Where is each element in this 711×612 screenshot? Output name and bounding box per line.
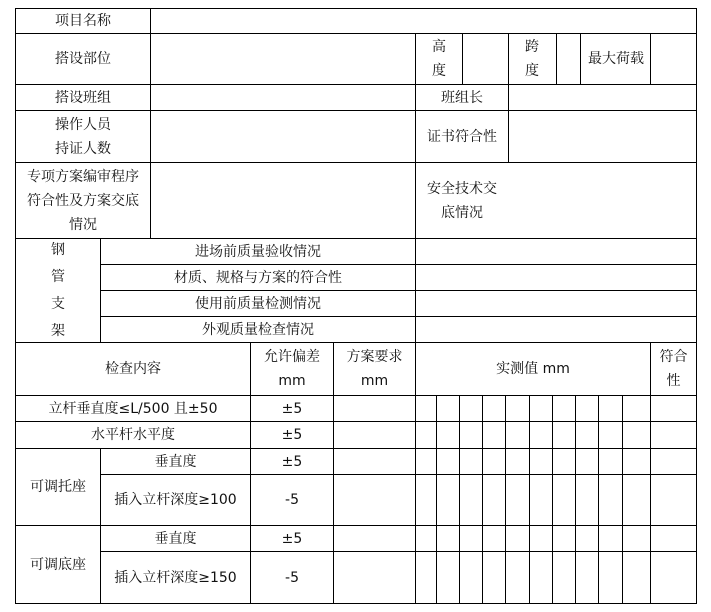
header-compliance: 符合性 [659,349,688,389]
table-border-right [696,8,697,604]
certificate-compliance-label: 证书符合性 [427,128,497,145]
header-measured-value: 实测值 mm [496,361,570,377]
inspection-form [15,8,697,604]
row-tolerance: ±5 [281,400,303,417]
group-adjustable-base: 可调底座 [30,556,86,573]
measure-col-divider [622,395,623,603]
group-adjustable-top-support: 可调托座 [30,479,86,495]
erection-location-label: 搭设部位 [55,51,111,67]
operators-certified-count-label: 操作人员持证人数 [55,116,111,157]
support-label-char: 钢 [51,241,65,258]
col-divider [462,33,463,84]
support-item-material-spec: 材质、规格与方案的符合性 [174,269,342,286]
support-item-appearance-check: 外观质量检查情况 [202,321,314,338]
team-leader-label: 班组长 [441,89,483,106]
measure-col-divider [575,395,576,603]
erection-team-label: 搭设班组 [55,89,111,106]
span-label: 跨度 [525,39,539,79]
row-tolerance: -5 [285,569,299,586]
col-divider [556,33,557,84]
special-plan-compliance-label: 专项方案编审程序符合性及方案交底情况 [27,168,139,233]
row-item-verticality: 垂直度 [154,453,197,470]
measure-col-divider [552,395,553,603]
height-label: 高度 [432,39,446,79]
support-label-char: 支 [51,295,65,312]
row-tolerance: ±5 [281,453,303,470]
measure-col-divider [436,395,437,603]
row-item-pole-verticality: 立杆垂直度≤L/500 且±50 [48,400,218,417]
header-check-item: 检查内容 [105,361,161,377]
row-tolerance: -5 [285,492,299,508]
measure-col-divider [505,395,506,603]
max-load-label: 最大荷载 [588,51,644,67]
measure-col-divider [598,395,599,603]
measure-col-divider [529,395,530,603]
row-item-insertion-depth: 插入立杆深度≥100 [114,492,237,508]
row-item-verticality: 垂直度 [154,530,197,547]
row-item-insertion-depth: 插入立杆深度≥150 [114,569,237,586]
support-label-char: 管 [51,268,65,285]
measure-col-divider [459,395,460,603]
row-item-horizontal-levelness: 水平杆水平度 [91,427,175,443]
header-plan-requirement: 方案要求mm [346,349,403,389]
support-label-char: 架 [51,322,65,339]
row-tolerance: ±5 [281,427,303,443]
support-item-incoming-inspection: 进场前质量验收情况 [195,243,321,260]
header-allowable-deviation: 允许偏差mm [264,349,320,389]
project-name-label: 项目名称 [55,13,111,29]
measure-col-divider [482,395,483,603]
safety-disclosure-label: 安全技术交底情况 [427,180,497,221]
steel-pipe-support-label [15,238,101,343]
row-tolerance: ±5 [281,530,303,547]
support-item-pre-use-test: 使用前质量检测情况 [195,295,321,312]
